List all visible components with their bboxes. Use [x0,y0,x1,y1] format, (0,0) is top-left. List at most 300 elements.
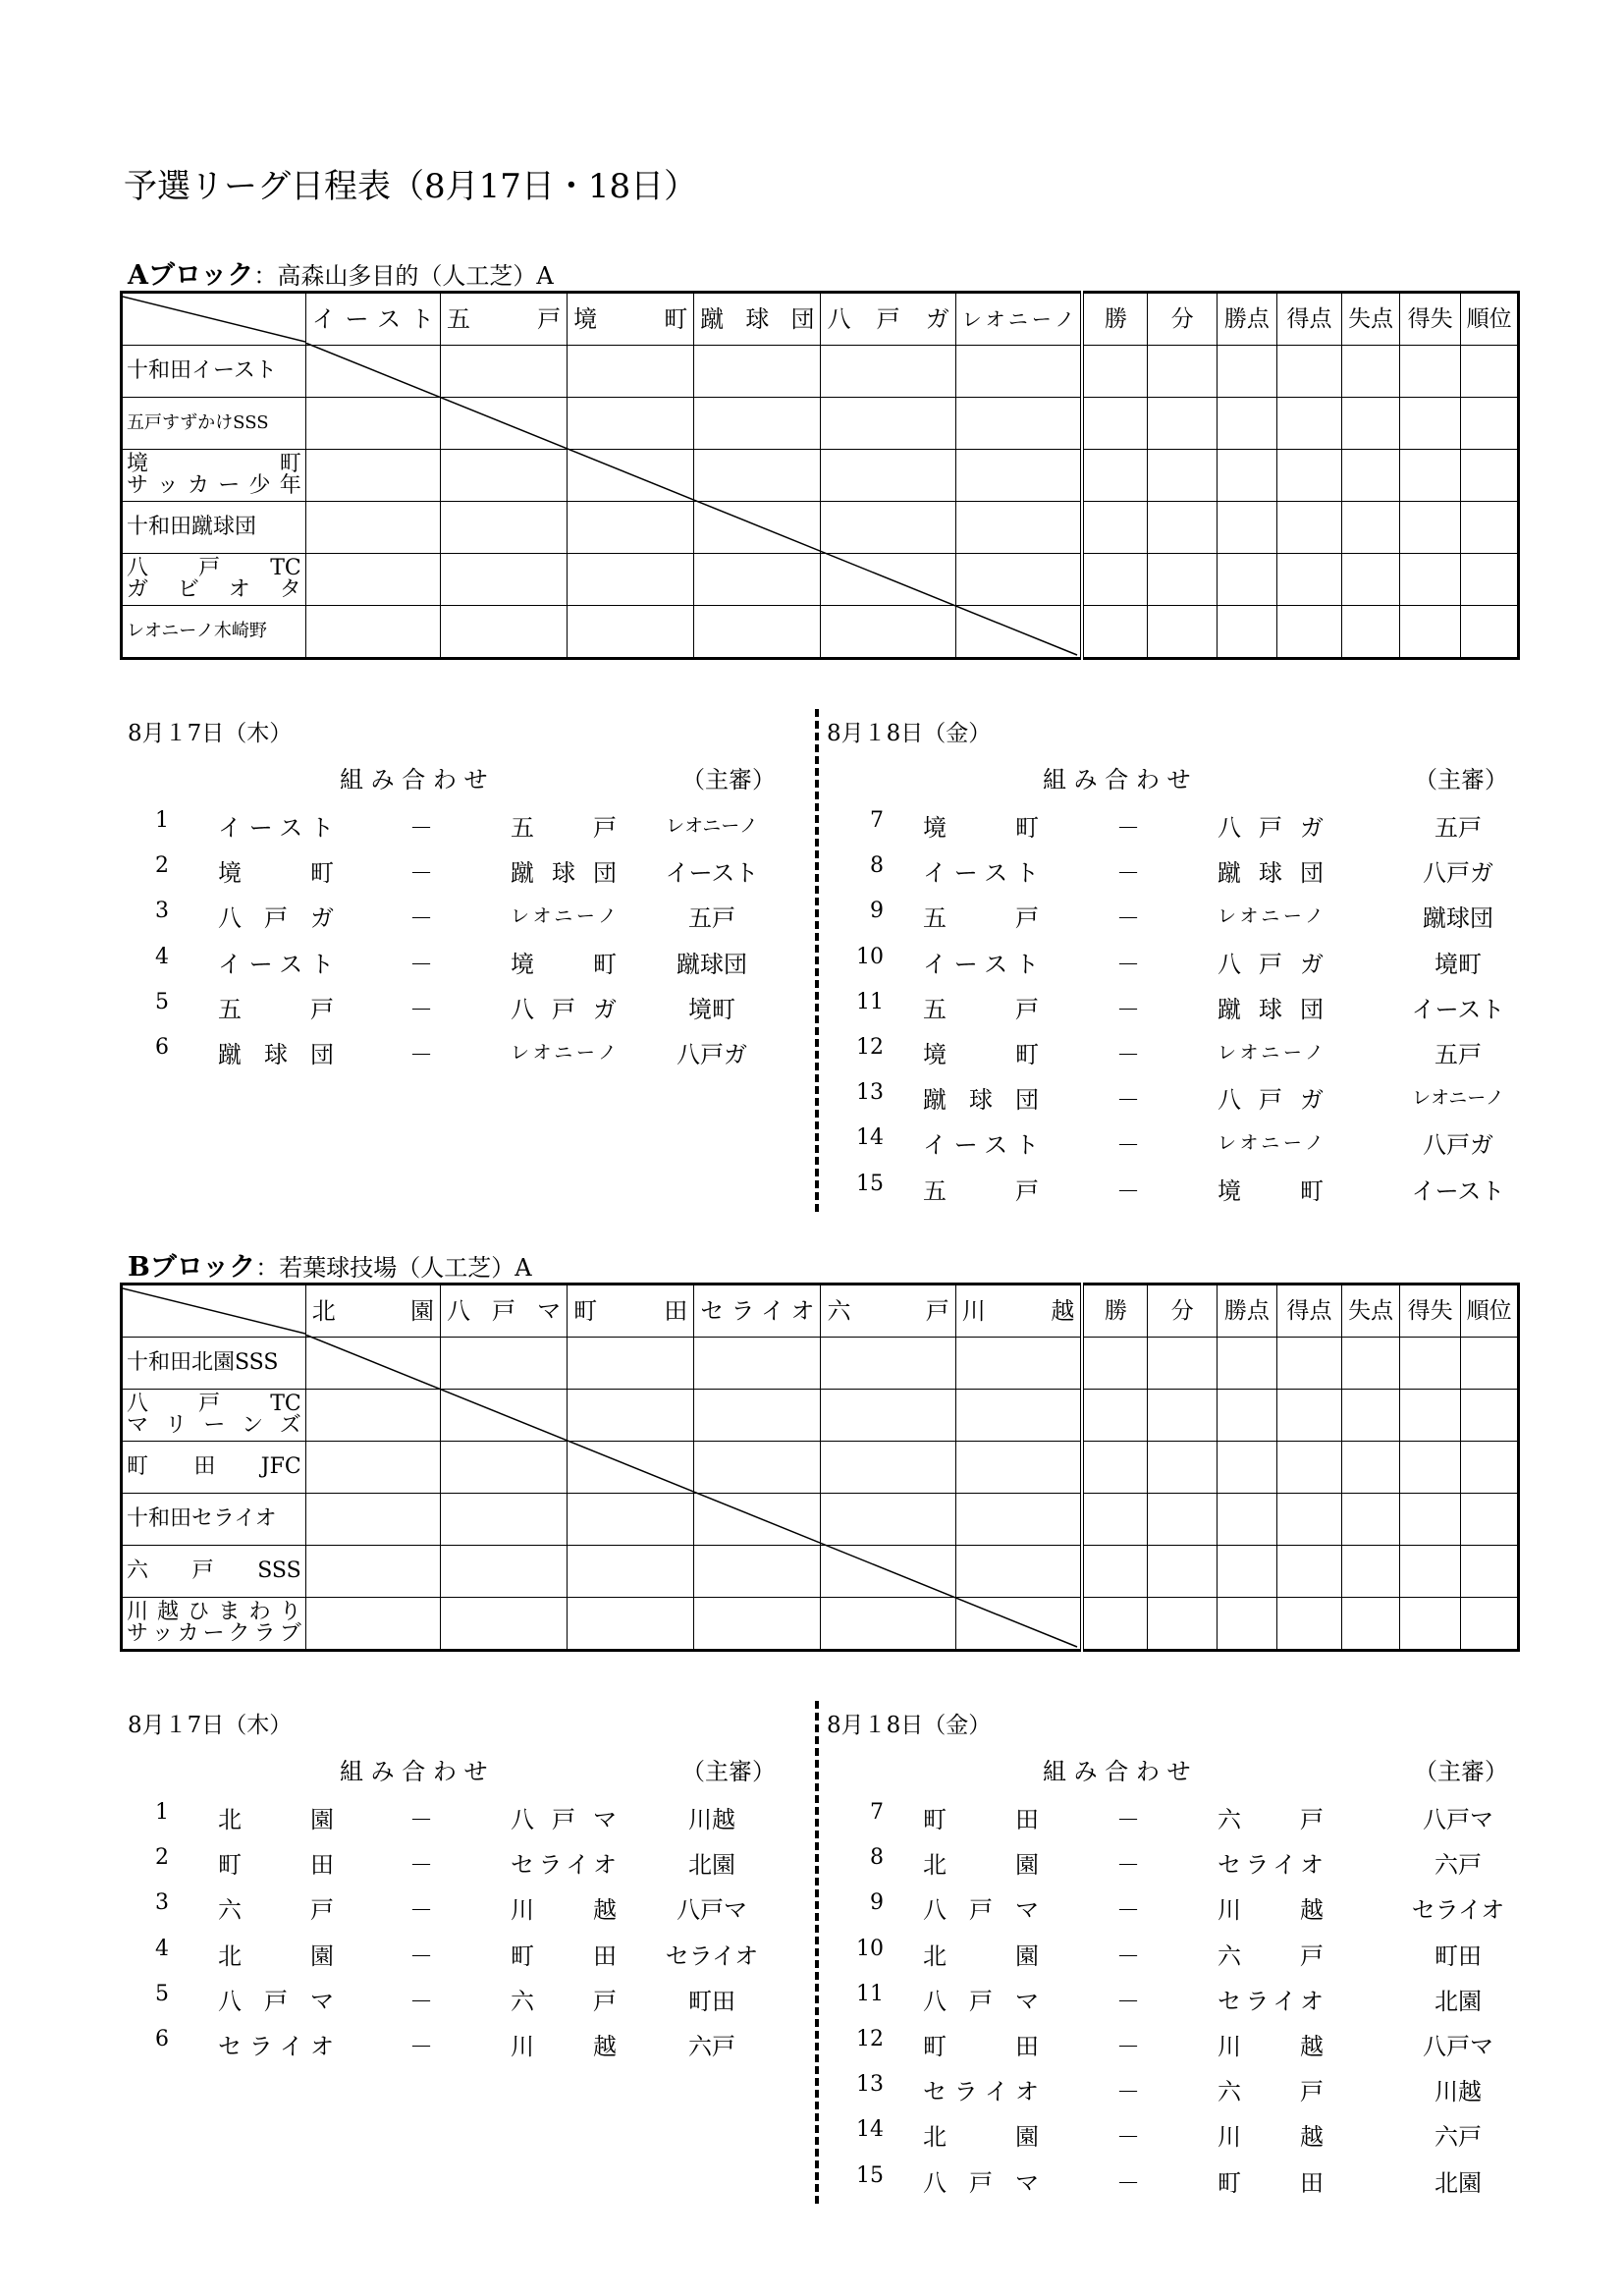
home-team: 町 田 [923,2033,1039,2060]
result-cell[interactable] [1082,450,1148,502]
column-header-team: 町 田 [568,1285,694,1338]
result-cell[interactable] [821,1338,955,1390]
home-team: 北 園 [218,1806,334,1833]
result-cell[interactable] [305,450,440,502]
home-team: 蹴 球 団 [923,1086,1039,1115]
result-cell[interactable] [1342,1442,1400,1494]
referee: 六戸 [688,2033,735,2060]
result-cell[interactable] [1342,1598,1400,1651]
result-cell[interactable] [955,554,1082,606]
match-number: 14 [856,2117,884,2143]
result-cell[interactable] [568,502,694,554]
result-cell[interactable] [568,398,694,450]
result-cell[interactable] [1399,554,1461,606]
versus-dash: － [1116,2033,1140,2060]
result-cell[interactable] [694,606,821,659]
schedule-date: 8月１8日（金） [827,1713,992,1738]
row-header-line: 十和田北園SSS [127,1349,279,1375]
result-cell[interactable] [568,1494,694,1546]
column-header-stat: 得点 [1276,293,1342,346]
result-cell[interactable] [1148,606,1218,659]
result-cell[interactable] [1276,398,1342,450]
column-header-team: 川 越 [955,1285,1082,1338]
away-team: 川 越 [511,1896,617,1925]
column-header-stat: 順位 [1461,1285,1519,1338]
referee: 六戸 [1435,1851,1482,1880]
result-cell[interactable] [305,502,440,554]
result-cell[interactable] [568,1546,694,1598]
row-header-team [122,1338,306,1390]
result-cell[interactable] [821,502,955,554]
result-cell[interactable] [821,1390,955,1442]
result-cell[interactable] [1148,1442,1218,1494]
result-cell[interactable] [1148,1390,1218,1442]
match-number: 10 [856,944,884,969]
row-header-team [122,606,306,659]
match-row [0,1172,1624,1211]
result-cell[interactable] [1218,1494,1277,1546]
row-header-team [122,1546,306,1598]
match-number: 11 [856,989,884,1014]
match-row [0,990,1624,1029]
match-number: 8 [870,1845,884,1871]
result-cell[interactable] [568,1598,694,1651]
table-row [122,1546,1519,1598]
result-cell[interactable] [568,1442,694,1494]
result-cell[interactable] [1218,450,1277,502]
schedule-header: 組 み 合 わ せ [340,1758,488,1785]
result-cell[interactable] [440,346,567,398]
away-team: 蹴 球 団 [511,859,617,888]
result-cell[interactable] [694,450,821,502]
referee: 八戸ガ [1423,1131,1493,1160]
result-cell[interactable] [1342,606,1400,659]
result-cell[interactable] [440,398,567,450]
result-cell[interactable] [1082,1442,1148,1494]
match-row [0,1080,1624,1120]
result-cell[interactable] [1218,1338,1277,1390]
result-cell[interactable] [1276,1390,1342,1442]
away-team: レオニーノ [1218,1042,1324,1064]
table-header-row [122,293,1519,346]
result-cell[interactable] [1276,1494,1342,1546]
match-row [0,808,1624,847]
result-cell[interactable] [1461,1494,1519,1546]
result-cell[interactable] [1342,346,1400,398]
away-team: 境 町 [1218,1176,1324,1205]
match-number: 2 [155,1845,169,1871]
match-number: 9 [870,1890,884,1916]
result-cell[interactable] [1461,450,1519,502]
result-cell[interactable] [568,554,694,606]
result-cell[interactable] [694,554,821,606]
match-number: 9 [870,899,884,924]
home-team: 八 戸 ガ [218,904,334,933]
column-header-stat: 勝点 [1218,293,1277,346]
result-cell[interactable] [568,346,694,398]
column-header-stat: 順位 [1461,293,1519,346]
result-cell[interactable] [440,1494,567,1546]
referee: セライオ [1411,1896,1505,1925]
result-cell[interactable] [955,502,1082,554]
result-cell[interactable] [440,1442,567,1494]
versus-dash: － [409,1941,433,1970]
result-cell[interactable] [1218,1546,1277,1598]
home-team: 境 町 [923,814,1039,842]
home-team: 北 園 [923,1851,1039,1880]
result-cell[interactable] [305,1494,440,1546]
row-header-team [122,1390,306,1442]
referee: 蹴球団 [677,950,747,978]
result-cell[interactable] [1399,1598,1461,1651]
away-team: レオニーノ [511,905,617,928]
result-cell[interactable] [1399,450,1461,502]
result-cell[interactable] [1148,1546,1218,1598]
row-header-line: ガ ビ オ タ [127,577,301,602]
result-cell[interactable] [1461,398,1519,450]
result-cell[interactable] [305,1338,440,1390]
home-team: 五 戸 [923,1176,1039,1205]
referee-header: （主審） [681,766,776,793]
result-cell[interactable] [821,1494,955,1546]
result-cell[interactable] [821,1546,955,1598]
result-cell[interactable] [305,346,440,398]
result-cell[interactable] [1148,450,1218,502]
result-cell[interactable] [305,606,440,659]
result-cell[interactable] [1082,1494,1148,1546]
referee: 北園 [1435,2168,1482,2197]
away-team: レオニーノ [1218,1132,1324,1155]
result-cell[interactable] [1461,346,1519,398]
table-corner [122,1285,306,1338]
result-cell[interactable] [1218,1442,1277,1494]
result-cell[interactable] [305,1546,440,1598]
result-cell[interactable] [440,502,567,554]
row-header-team [122,1598,306,1651]
result-cell[interactable] [694,502,821,554]
result-cell[interactable] [694,398,821,450]
result-cell[interactable] [1148,1494,1218,1546]
result-cell[interactable] [1399,1390,1461,1442]
result-cell[interactable] [1218,502,1277,554]
away-team: 川 越 [1218,2123,1324,2152]
versus-dash: － [1116,1941,1140,1970]
row-header-line: 川越ひまわり [127,1599,301,1624]
result-cell[interactable] [1461,1390,1519,1442]
result-cell[interactable] [821,398,955,450]
versus-dash: － [1116,950,1140,978]
match-number: 5 [155,989,169,1014]
result-cell[interactable] [1082,606,1148,659]
result-cell[interactable] [1218,346,1277,398]
result-cell[interactable] [821,606,955,659]
row-header-team [122,398,306,450]
match-row [0,853,1624,893]
referee: 八戸ガ [1423,859,1493,888]
result-cell[interactable] [1276,554,1342,606]
home-team: 六 戸 [218,1896,334,1925]
result-cell[interactable] [1082,1390,1148,1442]
column-header-stat: 勝点 [1218,1285,1277,1338]
result-cell[interactable] [821,1442,955,1494]
result-cell[interactable] [1399,346,1461,398]
result-cell[interactable] [1276,502,1342,554]
table-row [122,606,1519,659]
result-cell[interactable] [694,1598,821,1651]
match-number: 15 [856,1171,884,1196]
result-cell[interactable] [955,1442,1082,1494]
versus-dash: － [409,1896,433,1925]
result-cell[interactable] [1082,1338,1148,1390]
versus-dash: － [409,950,433,978]
result-cell[interactable] [305,1598,440,1651]
result-cell[interactable] [1218,1390,1277,1442]
away-team: 八 戸 ガ [511,995,617,1023]
referee: 八戸ガ [677,1041,747,1068]
result-cell[interactable] [1342,398,1400,450]
result-cell[interactable] [1148,346,1218,398]
result-cell[interactable] [568,606,694,659]
result-cell[interactable] [1218,1598,1277,1651]
versus-dash: － [409,1041,433,1068]
home-team: イースト [923,1131,1039,1160]
match-row [0,2163,1624,2203]
home-team: 北 園 [923,1941,1039,1970]
schedule-header: 組 み 合 わ せ [1043,1758,1191,1785]
result-cell[interactable] [440,554,567,606]
row-header-team [122,346,306,398]
result-cell[interactable] [1461,1338,1519,1390]
column-header-stat: 勝 [1082,293,1148,346]
result-cell[interactable] [1399,1338,1461,1390]
result-cell[interactable] [955,1494,1082,1546]
result-cell[interactable] [1461,554,1519,606]
match-row [0,2027,1624,2066]
versus-dash: － [1116,859,1140,888]
table-row [122,1494,1519,1546]
result-cell[interactable] [1461,606,1519,659]
versus-dash: － [1116,1896,1140,1925]
result-cell[interactable] [440,450,567,502]
column-header-stat: 分 [1148,1285,1218,1338]
result-cell[interactable] [440,1338,567,1390]
away-team: 八 戸 ガ [1218,1086,1324,1115]
result-cell[interactable] [955,398,1082,450]
column-header-stat: 分 [1148,293,1218,346]
result-cell[interactable] [1461,502,1519,554]
versus-dash: － [409,1806,433,1833]
result-cell[interactable] [1399,398,1461,450]
home-team: セライオ [923,2078,1039,2106]
result-cell[interactable] [694,1338,821,1390]
result-cell[interactable] [440,1598,567,1651]
result-cell[interactable] [1218,606,1277,659]
result-cell[interactable] [955,346,1082,398]
referee: 八戸マ [1423,1806,1493,1833]
away-team: 六 戸 [1218,1806,1324,1833]
referee: 八戸マ [1423,2033,1493,2060]
table-row [122,398,1519,450]
result-cell[interactable] [568,450,694,502]
result-cell[interactable] [1276,450,1342,502]
result-cell[interactable] [305,398,440,450]
home-team: 八 戸 マ [923,1896,1039,1925]
result-cell[interactable] [1399,1494,1461,1546]
away-team: セライオ [1218,1987,1324,2015]
table-header-row [122,1285,1519,1338]
match-number: 4 [155,1936,169,1961]
result-cell[interactable] [440,606,567,659]
result-cell[interactable] [1276,606,1342,659]
result-cell[interactable] [1276,1598,1342,1651]
referee-header: （主審） [1414,1758,1508,1785]
result-cell[interactable] [821,346,955,398]
match-row [0,1937,1624,1976]
match-number: 1 [155,1800,169,1825]
result-cell[interactable] [1082,554,1148,606]
home-team: 境 町 [218,859,334,888]
schedule-header: 組 み 合 わ せ [340,766,488,793]
result-cell[interactable] [1342,502,1400,554]
row-header-line: マリーンズ [127,1413,301,1438]
result-cell[interactable] [694,1442,821,1494]
result-cell[interactable] [1342,1494,1400,1546]
result-cell[interactable] [1148,502,1218,554]
column-header-team: 蹴 球 団 [694,293,821,346]
result-cell[interactable] [1342,1338,1400,1390]
versus-dash: － [409,1987,433,2015]
away-team: 川 越 [1218,1896,1324,1925]
match-row [0,1890,1624,1930]
page-title: 予選リーグ日程表（8月17日・18日） [124,167,698,206]
table-row [122,346,1519,398]
result-cell[interactable] [1276,1338,1342,1390]
result-cell[interactable] [1082,1598,1148,1651]
away-team: 川 越 [1218,2033,1324,2060]
result-cell[interactable] [1082,346,1148,398]
result-cell[interactable] [955,1390,1082,1442]
match-row [0,1845,1624,1885]
result-cell[interactable] [440,1390,567,1442]
result-cell[interactable] [568,1390,694,1442]
result-cell[interactable] [440,1546,567,1598]
column-header-team: 境 町 [568,293,694,346]
home-team: 町 田 [218,1851,334,1880]
away-team: 八 戸 ガ [1218,950,1324,978]
row-header-line: 十和田蹴球団 [127,514,257,539]
result-cell[interactable] [821,554,955,606]
result-cell[interactable] [955,1546,1082,1598]
match-number: 12 [856,1035,884,1060]
away-team: 蹴 球 団 [1218,995,1324,1023]
column-header-team: 六 戸 [821,1285,955,1338]
match-number: 6 [155,2027,169,2051]
result-cell[interactable] [1148,1338,1218,1390]
result-cell[interactable] [1276,1442,1342,1494]
result-cell[interactable] [305,554,440,606]
result-cell[interactable] [1461,1546,1519,1598]
column-header-stat: 失点 [1342,1285,1400,1338]
result-cell[interactable] [1342,450,1400,502]
result-cell[interactable] [694,1390,821,1442]
row-header-line: レオニーノ木崎野 [127,620,267,641]
result-cell[interactable] [305,1442,440,1494]
match-row [0,1982,1624,2021]
referee: 蹴球団 [1423,904,1493,933]
row-header-line: サッカー少年 [127,473,301,498]
result-cell[interactable] [1082,1546,1148,1598]
away-team: セライオ [511,1851,617,1880]
result-cell[interactable] [1342,1546,1400,1598]
result-cell[interactable] [955,606,1082,659]
result-cell[interactable] [1461,1598,1519,1651]
result-cell[interactable] [568,1338,694,1390]
result-cell[interactable] [1276,346,1342,398]
result-cell[interactable] [1276,1546,1342,1598]
schedule-date: 8月１8日（金） [827,721,992,746]
result-cell[interactable] [1399,1442,1461,1494]
home-team: 町 田 [923,1806,1039,1833]
result-cell[interactable] [1218,554,1277,606]
result-cell[interactable] [694,1546,821,1598]
result-cell[interactable] [1148,398,1218,450]
result-cell[interactable] [694,346,821,398]
result-cell[interactable] [821,1598,955,1651]
away-team: 境 町 [511,950,617,978]
versus-dash: － [409,995,433,1023]
referee: 町田 [688,1987,735,2015]
away-team: 町 田 [511,1941,617,1970]
result-cell[interactable] [955,1598,1082,1651]
result-cell[interactable] [1082,398,1148,450]
versus-dash: － [1116,2168,1140,2197]
match-number: 3 [155,899,169,924]
result-cell[interactable] [955,1338,1082,1390]
league-table [120,291,1520,660]
row-header-line: 八 戸 TC [127,555,301,580]
result-cell[interactable] [1148,1598,1218,1651]
result-cell[interactable] [694,1494,821,1546]
result-cell[interactable] [955,450,1082,502]
away-team: セライオ [1218,1851,1324,1880]
result-cell[interactable] [1399,1546,1461,1598]
away-team: 蹴 球 団 [1218,859,1324,888]
result-cell[interactable] [1148,554,1218,606]
match-number: 8 [870,853,884,879]
result-cell[interactable] [1399,502,1461,554]
referee: セライオ [665,1941,759,1970]
result-cell[interactable] [1218,398,1277,450]
result-cell[interactable] [1399,606,1461,659]
schedule-date: 8月１7日（木） [128,1713,293,1738]
table-row [122,554,1519,606]
result-cell[interactable] [1461,1442,1519,1494]
result-cell[interactable] [821,450,955,502]
result-cell[interactable] [1342,554,1400,606]
result-cell[interactable] [305,1390,440,1442]
result-cell[interactable] [1342,1390,1400,1442]
referee: 境町 [1435,950,1482,978]
result-cell[interactable] [1082,502,1148,554]
row-header-line: 境 町 [127,451,301,476]
referee: 川越 [688,1806,735,1833]
column-header-team: 北 園 [305,1285,440,1338]
table-row [122,1442,1519,1494]
versus-dash: － [1116,1041,1140,1068]
home-team: セライオ [218,2033,334,2060]
table-row [122,1390,1519,1442]
row-header-line: 五戸すずかけSSS [127,411,269,433]
